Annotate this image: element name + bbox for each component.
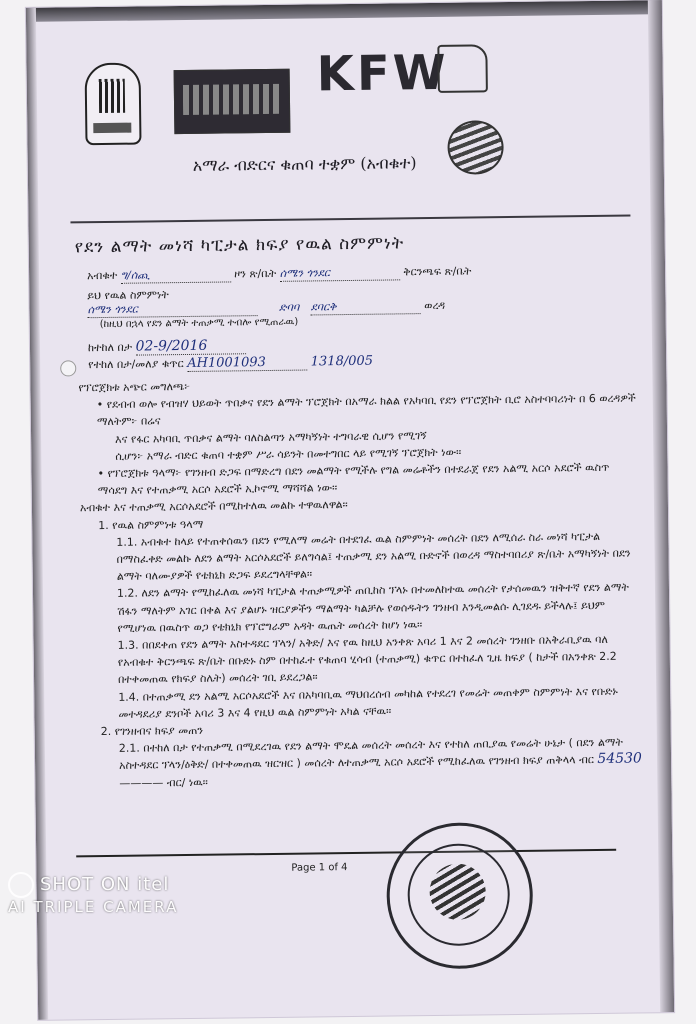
body-paragraph: ሲሆን፦ አማራ ብድር ቁጠባ ተቋም ሥራ ሳይንት በመተግበር ላይ የሚገኝ ፕሮጀክት ነው።: [115, 445, 462, 463]
scan-shadow-left: [26, 8, 48, 1020]
body-paragraph: የፕሮጀክቱ አጭር መግለጫ፦: [78, 379, 191, 395]
watermark-line2: AI TRIPLE CAMERA: [8, 898, 179, 916]
kfw-logo: KFW: [316, 44, 449, 103]
amount-value: 54530: [597, 750, 643, 768]
field-member-label: ይህ የዉል ስምምነት: [87, 288, 169, 303]
field-note: (ከዚህ በኋላ የደን ልማት ተጠቃሚ ተብሎ የሚጠራዉ): [99, 316, 299, 331]
field-woreda-value: ደባርቅ: [311, 299, 421, 315]
payment-clause: 2.1. በተከለ በታ የተጠቃሚ በሚደረገዉ የደን ልማት ሞዴል መሰረት መሰረት እና የተከለ ጠቢያዉ የመሬት ሁኔታ ( በደን ልማት አስተዳደር ፕላን/ዕቅድ/ በተቀመጠዉ ዝርዝር ) መሰረት ለተጠቃሚ አርሶ አደሮች የሚከፈለዉ የገንዘብ ክፍያ ጠቅላላ ብር: [118, 735, 623, 773]
field-row-id: [88, 354, 373, 373]
document-sheet: [26, 0, 674, 1020]
section-heading: 2. የገንዘብና ክፍያ መጠን: [100, 723, 204, 739]
field-date-label: ከተከለ በታ: [87, 340, 133, 355]
field-row-member: [87, 299, 445, 318]
body-paragraph: 1.1. አብቁተ ከላይ የተጠቀሰዉን በደን የሚለማ መሬት በተደገፈ ዉል ስምምነት መሰረት በደን ለሚሰራ ስራ መነሻ ካፒታል በማስፈቀድ መልኩ ለደን ልማት አርሶአደሮች ይለግሳል፤ ተጠቃሚ ደን አልሚ ቡድኖች በወረዳ ማስተባበሪያ ጽ/ቤት አማካኝነት በደን ልማት ባለሙያዎች የቴክኒክ ድጋፍ ይደረግላቸዋል።: [116, 529, 631, 584]
scan-shadow-right: [648, 0, 674, 1012]
scan-shadow-top: [26, 0, 662, 22]
field-subbranch-label: ቅርንጫፍ ጽ/ቤት: [403, 264, 472, 279]
body-paragraph: 1.4. በተጠቃሚ ደን አልሚ አርሶአደሮች እና በአካባቢዉ ማህበረሰብ መካከል የተደረገ የመሬት መጠቀም ስምምነት እና የቡድኑ መተዳደሪያ ደንቦች አባሪ 3 እና 4 የዚህ ዉል ስምምነት አካል ናቸዉ።: [118, 684, 618, 721]
body-paragraph: [83, 734, 643, 775]
camera-watermark: [8, 872, 178, 916]
organization-name: አማራ ብድርና ቁጠባ ተቋም (አብቁተ): [192, 153, 417, 175]
body-paragraph: • የደብብ ወሎ የብዝሃ ህይወት ጥበቃና የደን ልማት ፕሮጀክት በአማራ ክልል የአካባቢ የደን የፕሮጀክት ቢሮ አስተባባሪነት በ 6 ወረዳዎች ማለትም፦ በሬና: [96, 391, 636, 429]
field-name-value: ግ/ሰጪ: [121, 267, 231, 283]
field-name-label: አብቁተ: [87, 268, 118, 283]
field-row-date: [88, 337, 246, 356]
header-divider: [70, 215, 630, 224]
field-id-label: የተከለ በታ/መለያ ቁጥር: [88, 357, 184, 372]
field-kebele-value: ድባባ: [278, 300, 300, 314]
field-date-value: 02-9/2016: [135, 337, 245, 355]
official-stamp-icon: [386, 822, 534, 970]
environment-logo-icon: [431, 44, 490, 105]
body-paragraph: ———— ብር/ ነዉ።: [119, 775, 208, 790]
field-row-woreda: [87, 288, 169, 303]
body-paragraph: እና የፋር አካባቢ ጥበቃና ልማት ባለስልጣን አማካኝነት ተግባራዊ ሲሆን የሚገኝ: [115, 428, 427, 446]
field-ref-value: 1318/005: [310, 353, 374, 370]
field-branch-value: ሰሜን ጎንደር: [280, 265, 400, 281]
document-title: የደን ልማት መነሻ ካፒታል ክፍያ የዉል ስምምነት: [74, 233, 405, 258]
section-heading: 1. የዉል ስምምነቱ ዓላማ: [98, 517, 204, 532]
field-id-value: AH1001093: [187, 355, 307, 372]
footer-divider: [76, 849, 616, 858]
punch-hole: [60, 360, 76, 376]
body-paragraph: አብቁተ እና ተጠቃሚ አርሶአደሮች በሚከተለዉ መልኩ ተዋዉለዋል።: [79, 498, 348, 515]
amhara-region-emblem-icon: [85, 63, 142, 146]
camera-ring-icon: [8, 872, 34, 898]
document-body: [78, 372, 643, 792]
field-woreda-label: ወረዳ: [424, 298, 446, 313]
acsi-logo-icon: [447, 120, 504, 175]
field-branch-label: ዞን ጽ/ቤት: [234, 266, 277, 281]
field-row-name: [87, 265, 471, 285]
watermark-line1: SHOT ON itel: [40, 874, 170, 895]
body-paragraph: 1.2. ለደን ልማት የሚከፈለዉ መነሻ ካፒታል ተጠቃሚዎች ጠቢከስ ፕላኑ በተመለከተዉ መሰረት የታሰመዉን ዝቅተኛ የደን ልማት ሽፋን ማለትም አገር በቀል እና ያልሆኑ ዝርያዎችን ማልማት ካልቻሉ የወሰዱትን ገንዘብ እንዲመልሱ ሊገደዱ ይችላሉ፤ ይህም የሚሆነዉ በዉስጥ ወጋ የቴክኒክ የፕሮግራም አዳት ዉጤት መሰረት ከሆነ ነዉ።: [116, 581, 629, 635]
body-paragraph: • የፕሮጀክቱ ዓላማ፦ የገንዘብ ድጋፍ በማድረግ በደን መልማት የሚችሉ የግል መሬቶችን በተደራጀ የደን አልሚ አርሶ አደሮች ዉስጥ ማሳደግ እና የተጠቃሚ አርሶ አደሮች ኢኮኖሚ ማሻሻል ነው።: [97, 460, 610, 498]
ministry-logo-icon: [174, 69, 291, 134]
field-member-value: ሰሜን ጎንደር: [87, 301, 257, 318]
body-paragraph: 1.3. በበደቀጠ የደን ልማት አስተዳደር ፕላን/ አቅድ/ እና የዉ ከዚህ አንቀጽ አባሪ 1 እና 2 መሰረት ገንዘቡ በአቅራቢያዉ ባለ የአብቁተ ቅርንጫፍ ጽ/ቤት በቡድኑ ስም በተከፈተ የቁጠባ ሂሳብ (ተጠቃሚ) ቁጥር በተከፈለ ጊዜ ክፍያ ( ከታች በአንቀጽ 2.2 በተቀመጠዉ የክፍያ ስሌት) መሰረት ገቢ ይደረጋል።: [117, 632, 617, 687]
page-number: Page 1 of 4: [291, 862, 348, 874]
